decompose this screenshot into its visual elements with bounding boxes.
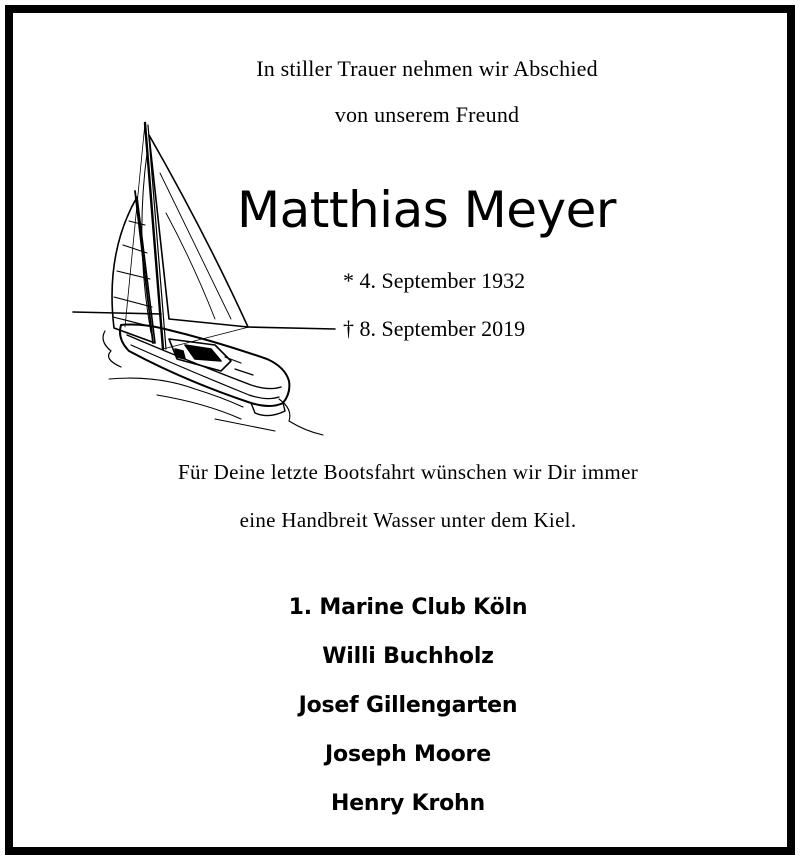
- signer-name: Josef Gillengarten: [298, 693, 518, 718]
- verse-line-1: Für Deine letzte Bootsfahrt wünschen wir Dir immer: [178, 460, 638, 484]
- signer-name: Willi Buchholz: [322, 644, 494, 669]
- sailboat-icon: [65, 113, 355, 453]
- verse-line-2: eine Handbreit Wasser unter dem Kiel.: [239, 508, 577, 532]
- intro-line-1: In stiller Trauer nehmen wir Abschied: [256, 56, 598, 81]
- signer-name: Henry Krohn: [331, 791, 485, 816]
- signer-name: Joseph Moore: [325, 742, 491, 767]
- birth-date: * 4. September 1932: [343, 268, 526, 293]
- deceased-name: Matthias Meyer: [237, 181, 616, 239]
- death-date: † 8. September 2019: [343, 316, 526, 341]
- signer-club: 1. Marine Club Köln: [288, 595, 528, 620]
- intro-line-2: von unserem Freund: [334, 102, 520, 127]
- obituary-notice: [5, 5, 795, 855]
